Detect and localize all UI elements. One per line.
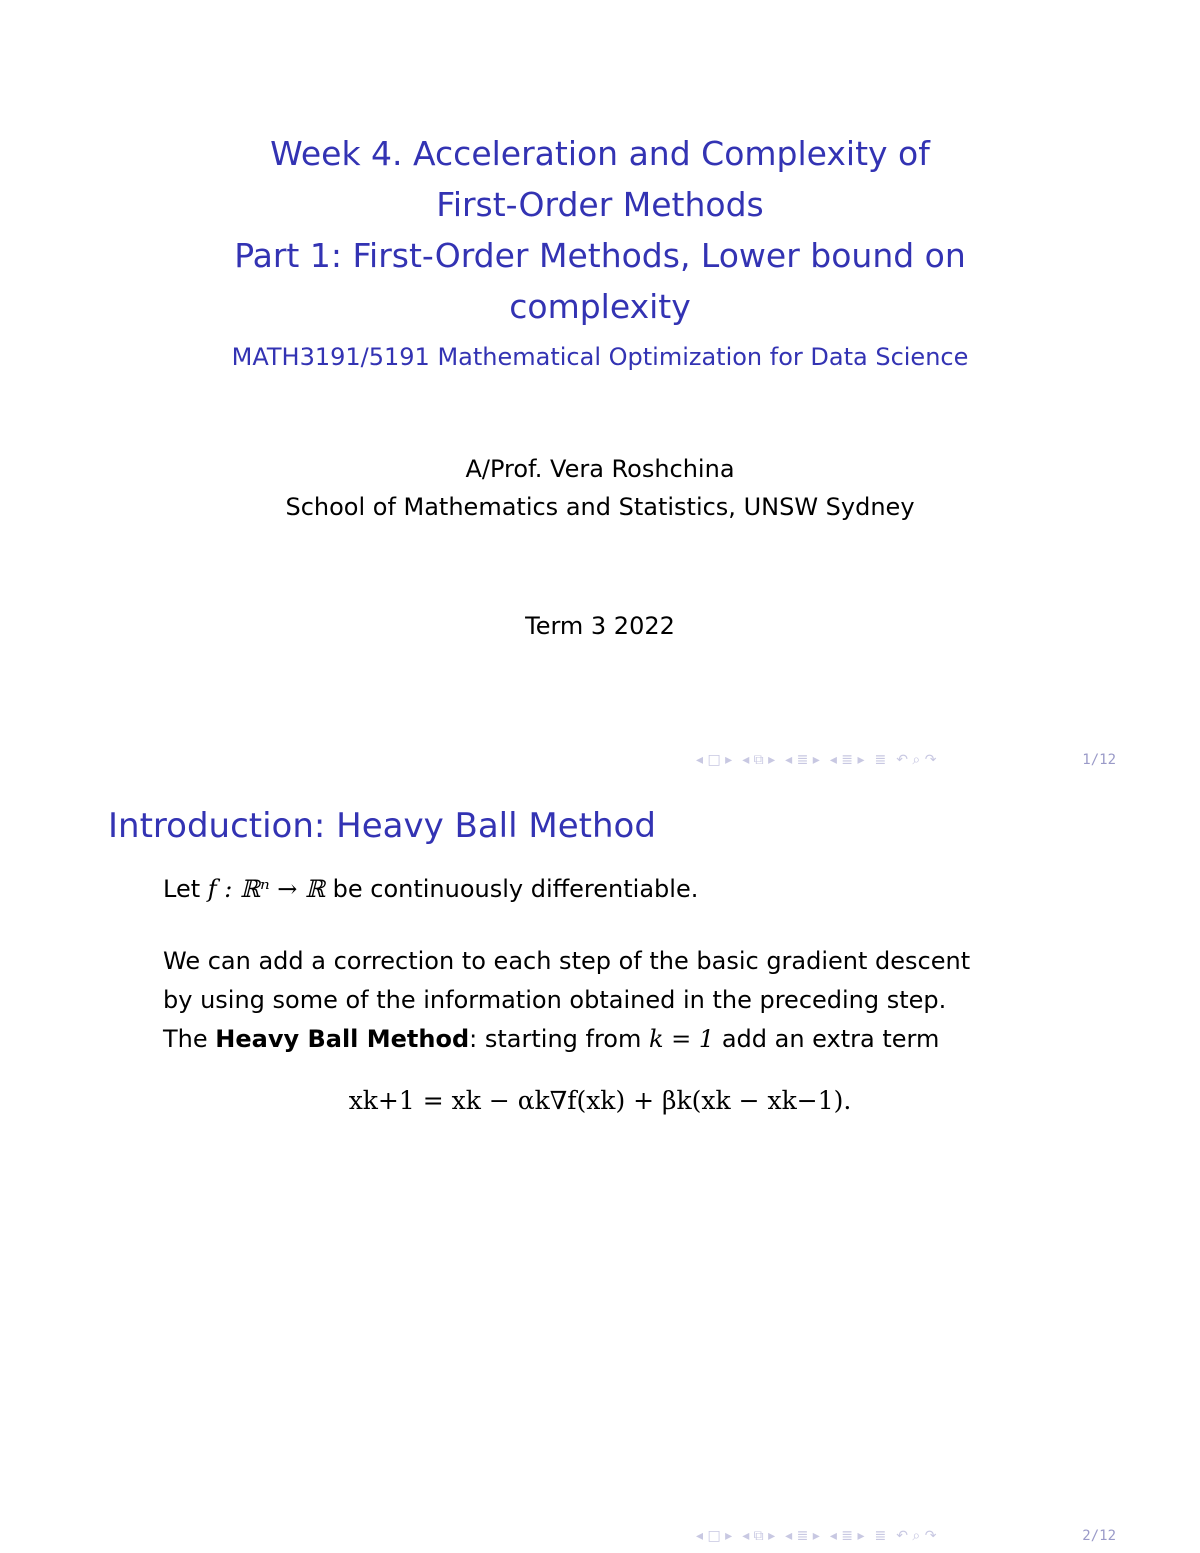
subsection-nav-icon[interactable]: ◂ ⧉ ▸: [742, 1528, 776, 1544]
date: Term 3 2022: [525, 612, 675, 640]
definition-line: [163, 870, 1063, 909]
paragraph-line-2: by using some of the information obtained in the preceding step.: [163, 986, 947, 1014]
page-number: 2/12: [1082, 1528, 1116, 1544]
author-block: [0, 450, 1200, 526]
search-back-forward-icon[interactable]: ↶ ⌕ ↷: [896, 752, 937, 768]
paragraph-line-1: We can add a correction to each step of the basic gradient descent: [163, 947, 971, 975]
section-nav-icon[interactable]: ◂ ≣ ▸: [785, 1528, 820, 1544]
paragraph-line-3: [163, 1020, 1063, 1059]
frame-title: Introduction: Heavy Ball Method: [108, 806, 656, 846]
title-line-4: complexity: [509, 287, 691, 326]
slide-2: [0, 776, 1200, 1553]
text-starting: : starting from: [469, 1025, 649, 1053]
slide-body: [163, 870, 1063, 1059]
document-nav-icon[interactable]: ◂ ≣ ▸: [829, 752, 865, 768]
search-back-forward-icon[interactable]: ↶ ⌕ ↷: [896, 1528, 937, 1544]
text-let: Let: [163, 875, 208, 903]
subsection-nav-icon[interactable]: ◂ ⧉ ▸: [742, 752, 776, 768]
slide-1: [0, 0, 1200, 776]
institute: School of Mathematics and Statistics, UNSW Sydney: [285, 493, 915, 521]
formula-text: xk+1 = xk − αk∇f(xk) + βk(xk − xk−1).: [348, 1086, 852, 1115]
text-extra-term: add an extra term: [714, 1025, 940, 1053]
title-line-3: Part 1: First-Order Methods, Lower bound on: [234, 236, 966, 275]
title-line-1: Week 4. Acceleration and Complexity of: [270, 134, 930, 173]
section-nav-icon[interactable]: ◂ ≣ ▸: [785, 752, 820, 768]
document-nav-icon[interactable]: ◂ ≣ ▸: [829, 1528, 865, 1544]
frame-nav-icon[interactable]: ◂ □ ▸: [696, 1528, 733, 1544]
function-math: f : ℝⁿ → ℝ: [207, 875, 325, 903]
navigation-bar: [696, 748, 1116, 772]
title-block: [0, 128, 1200, 374]
appendix-nav-icon[interactable]: ≣: [874, 1528, 887, 1544]
frame-nav-icon[interactable]: ◂ □ ▸: [696, 752, 733, 768]
k-equals-1: k = 1: [649, 1025, 715, 1053]
text-continuously: be continuously differentiable.: [324, 875, 699, 903]
title-line-2: First-Order Methods: [436, 185, 764, 224]
heavy-ball-formula: [0, 1086, 1200, 1115]
author-name: A/Prof. Vera Roshchina: [465, 455, 735, 483]
text-the: The: [163, 1025, 216, 1053]
navigation-bar: [696, 1524, 1116, 1548]
appendix-nav-icon[interactable]: ≣: [874, 752, 887, 768]
page-number: 1/12: [1082, 752, 1116, 768]
course-name: MATH3191/5191 Mathematical Optimization for Data Science: [231, 343, 969, 371]
heavy-ball-method-term: Heavy Ball Method: [215, 1025, 470, 1053]
